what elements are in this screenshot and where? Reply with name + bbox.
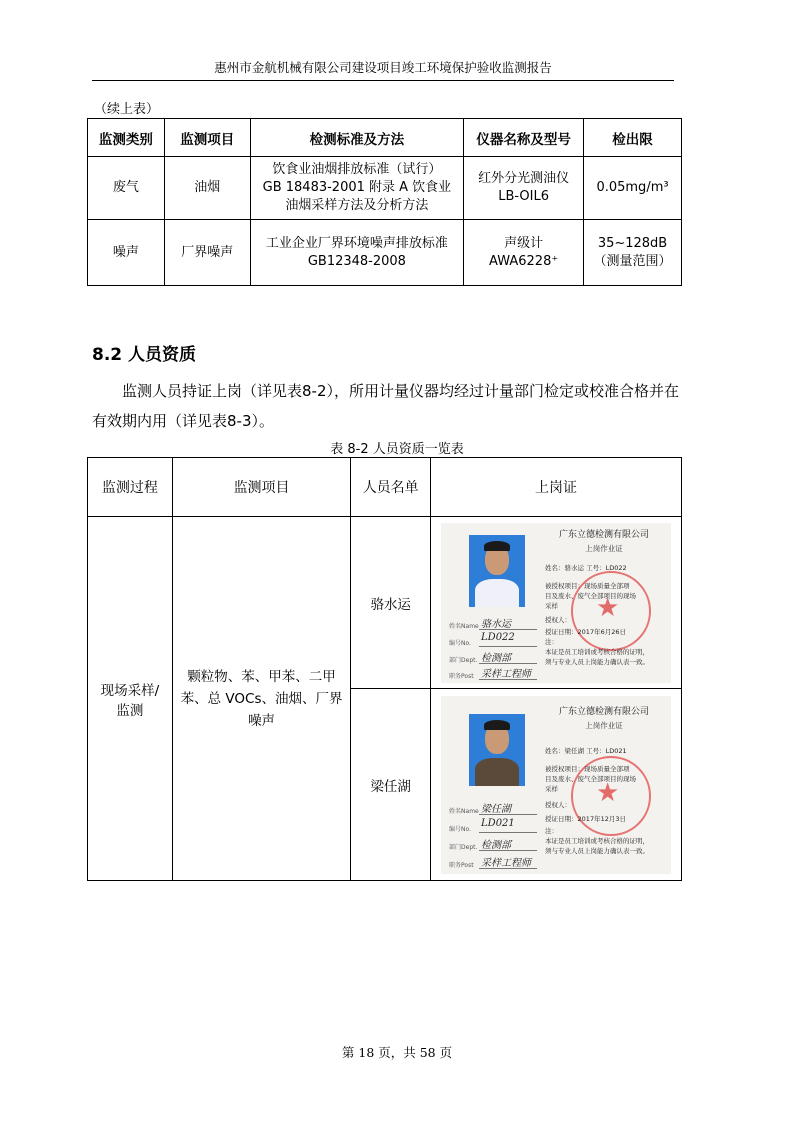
header-limit: 检出限 [584,119,682,157]
cert-info: 目及废水、废气全部项目的现场 [545,774,637,783]
cert-info: 本证是员工培训或考核合格的证明， [545,647,650,656]
page-number: 第 18 页，共 58 页 [341,1045,453,1060]
header-instrument: 仪器名称及型号 [464,119,584,157]
cert-type: 上岗作业证 [585,543,623,553]
standard-line: 油烟采样方法及分析方法 [285,198,429,213]
standard-line: 饮食业油烟排放标准（试行） [272,162,442,177]
cell-items: 颗粒物、苯、甲苯、二甲苯、总 VOCs、油烟、厂界噪声 [172,517,351,881]
table-row [88,157,682,220]
standard-line: GB 18483-2001 附录 A 饮食业 [262,180,452,195]
cell-category: 噪声 [88,220,165,286]
cert-info: 被授权项目：现场质量全部项 [545,764,630,773]
person-photo [469,535,525,607]
cell-instrument [464,157,584,220]
limit-line: 0.05mg/m³ [596,180,669,195]
cell-certificate [431,689,682,881]
cert-id-value: LD021 [481,817,515,829]
cert-id-label: 编号No. [449,825,471,833]
cert-info: 须与专业人员上岗能力确认表一致。 [545,846,650,855]
cert-type: 上岗作业证 [585,720,623,730]
cert-info: 姓名：骆水运 工号：LD022 [545,563,627,572]
star-icon: ★ [596,592,620,623]
cert-info: 注： [545,637,559,646]
cert-post-value: 采样工程师 [481,668,532,680]
certificate-image [441,523,671,683]
header-process: 监测过程 [88,458,173,517]
cert-name-value: 梁任湖 [481,803,512,815]
cert-info: 姓名：梁任湖 工号：LD021 [545,746,627,755]
section-heading: 8.2 人员资质 [92,345,197,365]
person-photo [469,714,525,786]
instrument-line: LB-OIL6 [498,189,550,204]
cell-item: 油烟 [164,157,250,220]
header-category: 监测类别 [88,119,165,157]
header-certificate: 上岗证 [431,458,682,517]
cert-info: 本证是员工培训或考核合格的证明， [545,836,650,845]
cert-info: 授权人： [545,800,572,809]
continuation-label: （续上表） [94,102,160,117]
header-standard: 检测标准及方法 [250,119,464,157]
cell-limit [584,220,682,286]
cert-info: 须与专业人员上岗能力确认表一致。 [545,657,650,666]
cert-dept-value: 检测部 [481,839,512,851]
header-rule [92,80,674,81]
cell-person-name: 骆水运 [351,517,431,689]
cert-id-label: 编号No. [449,639,471,647]
personnel-table [87,457,682,881]
cert-info: 目及废水、废气全部项目的现场 [545,591,637,600]
cert-info: 采样 [545,601,559,610]
cert-dept-value: 检测部 [481,652,512,664]
cert-name-label: 姓名Name [449,807,479,815]
header-people: 人员名单 [351,458,431,517]
table-row [88,220,682,286]
cell-item: 厂界噪声 [164,220,250,286]
table-header-row [88,119,682,157]
cert-dept-label: 部门Dept. [449,843,478,851]
cell-instrument [464,220,584,286]
limit-line: 35~128dB [597,235,668,251]
cert-post-label: 职务Post [449,861,474,869]
cell-standard [250,157,464,220]
cert-org: 广东立德检测有限公司 [559,706,650,717]
star-icon: ★ [596,777,620,808]
cert-name-value: 骆水运 [481,618,512,630]
table-row [88,517,682,689]
cert-info: 采样 [545,784,559,793]
cert-dept-label: 部门Dept. [449,656,478,664]
limit-line: （测量范围） [593,253,672,269]
cert-info: 被授权项目：现场质量全部项 [545,581,630,590]
cert-id-value: LD022 [481,631,515,643]
cert-post-value: 采样工程师 [481,857,532,869]
method-table [87,118,682,286]
cell-certificate [431,517,682,689]
cert-info: 授证日期：2017年12月3日 [545,814,626,823]
instrument-line: 红外分光测油仪 [478,171,570,186]
cell-process: 现场采样/监测 [88,517,173,881]
cell-limit [584,157,682,220]
cert-org: 广东立德检测有限公司 [559,529,650,540]
table-header-row [88,458,682,517]
table-caption: 表 8-2 人员资质一览表 [330,442,464,457]
standard-line: GB12348-2008 [307,253,406,269]
cert-post-label: 职务Post [449,672,474,680]
cell-person-name: 梁任湖 [351,689,431,881]
cert-info: 注： [545,826,559,835]
cell-category: 废气 [88,157,165,220]
cert-info: 授证日期：2017年6月26日 [545,627,626,636]
standard-line: 工业企业厂界环境噪声排放标准 [265,235,448,251]
certificate-image [441,696,671,874]
report-header-title: 惠州市金航机械有限公司建设项目竣工环境保护验收监测报告 [214,60,552,75]
instrument-line: 声级计 [504,235,544,251]
header-items: 监测项目 [172,458,351,517]
cert-info: 授权人： [545,615,572,624]
cert-name-label: 姓名Name [449,622,479,630]
instrument-line: AWA6228⁺ [489,253,559,269]
cell-standard [250,220,464,286]
header-item: 监测项目 [164,119,250,157]
body-paragraph: 监测人员持证上岗（详见表8-2），所用计量仪器均经过计量部门检定或校准合格并在有效期内用（详见表8-3）。 [92,382,680,430]
